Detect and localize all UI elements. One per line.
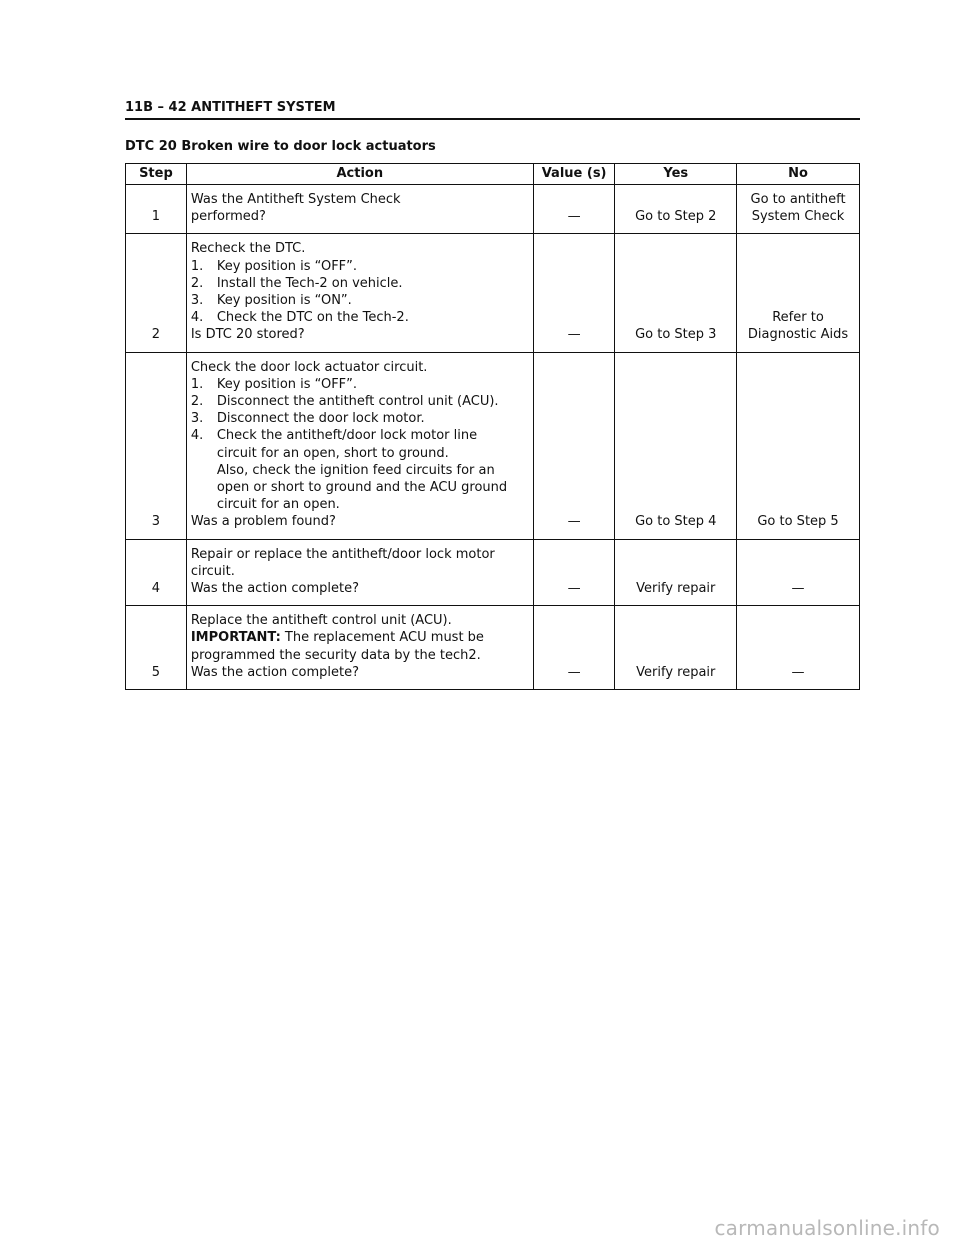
- action-step-item: [191, 393, 529, 410]
- action-step-item: [191, 309, 529, 326]
- action-step-item: [191, 292, 529, 309]
- step-number: 5: [126, 606, 187, 690]
- action-cell: [186, 539, 533, 606]
- important-label: IMPORTANT:: [190, 630, 281, 646]
- value-cell: —: [533, 234, 615, 352]
- action-line: performed?: [190, 209, 266, 225]
- action-question: Was the action complete?: [190, 664, 359, 680]
- item-number: 1.: [190, 376, 204, 392]
- yes-cell: Go to Step 4: [615, 352, 737, 539]
- value-cell: —: [533, 352, 615, 539]
- col-header-step: Step: [126, 164, 187, 185]
- item-text: Key position is “ON”.: [216, 293, 352, 309]
- action-line: Replace the antitheft control unit (ACU).: [190, 613, 452, 629]
- action-line: circuit.: [190, 563, 235, 579]
- no-line: Diagnostic Aids: [747, 327, 849, 343]
- value-cell: —: [533, 185, 615, 234]
- item-continuation: Also, check the ignition feed circuits for an: [216, 462, 495, 478]
- action-step-item: [191, 410, 529, 427]
- no-cell: Go to Step 5: [737, 352, 860, 539]
- action-cell: [186, 606, 533, 690]
- col-header-value: Value (s): [533, 164, 615, 185]
- action-step-item: [191, 427, 529, 444]
- item-text: Check the antitheft/door lock motor line: [216, 428, 478, 444]
- item-number: 2.: [190, 394, 204, 410]
- action-intro: Check the door lock actuator circuit.: [190, 359, 428, 375]
- action-cell: [186, 185, 533, 234]
- item-continuation: circuit for an open.: [216, 497, 340, 513]
- item-number: 1.: [190, 258, 204, 274]
- action-line: Repair or replace the antitheft/door lock motor: [190, 546, 495, 562]
- item-text: Install the Tech-2 on vehicle.: [216, 275, 403, 291]
- no-line: Refer to: [772, 310, 824, 326]
- no-cell: [737, 185, 860, 234]
- no-cell: —: [737, 539, 860, 606]
- table-row: [126, 185, 860, 234]
- action-question: Was a problem found?: [190, 514, 336, 530]
- item-continuation: open or short to ground and the ACU ground: [216, 480, 508, 496]
- item-text: Check the DTC on the Tech-2.: [216, 310, 409, 326]
- item-number: 4.: [190, 428, 204, 444]
- step-number: 1: [126, 185, 187, 234]
- value-cell: —: [533, 606, 615, 690]
- table-row: [126, 352, 860, 539]
- no-line: Go to antitheft: [750, 192, 846, 207]
- col-header-yes: Yes: [615, 164, 737, 185]
- step-number: 2: [126, 234, 187, 352]
- item-number: 2.: [190, 275, 204, 291]
- action-line: programmed the security data by the tech2.: [190, 647, 481, 663]
- action-line: Was the Antitheft System Check: [190, 192, 401, 207]
- important-note: [191, 629, 529, 646]
- step-number: 3: [126, 352, 187, 539]
- item-text: Key position is “OFF”.: [216, 258, 358, 274]
- action-intro: Recheck the DTC.: [190, 241, 306, 257]
- table-header-row: [126, 164, 860, 185]
- important-text: The replacement ACU must be: [280, 630, 484, 646]
- col-header-action: Action: [186, 164, 533, 185]
- table-row: [126, 539, 860, 606]
- action-question: Was the action complete?: [190, 581, 359, 597]
- col-header-no: No: [737, 164, 860, 185]
- dtc-title: DTC 20 Broken wire to door lock actuators: [125, 139, 436, 154]
- no-line: System Check: [751, 209, 845, 225]
- action-step-item: [191, 258, 529, 275]
- item-text: Disconnect the door lock motor.: [216, 411, 425, 427]
- yes-cell: Go to Step 2: [615, 185, 737, 234]
- item-number: 3.: [190, 293, 204, 309]
- action-step-item: [191, 275, 529, 292]
- table-row: [126, 234, 860, 352]
- no-cell: —: [737, 606, 860, 690]
- item-number: 4.: [190, 310, 204, 326]
- yes-cell: Verify repair: [615, 606, 737, 690]
- diagnostic-table: [125, 163, 860, 690]
- yes-cell: Verify repair: [615, 539, 737, 606]
- step-number: 4: [126, 539, 187, 606]
- action-cell: [186, 352, 533, 539]
- item-text: Disconnect the antitheft control unit (ACU).: [216, 394, 499, 410]
- action-step-item: [191, 376, 529, 393]
- page-header: 11B – 42 ANTITHEFT SYSTEM: [125, 100, 860, 120]
- item-continuation: circuit for an open, short to ground.: [216, 445, 449, 461]
- item-text: Key position is “OFF”.: [216, 376, 358, 392]
- action-cell: [186, 234, 533, 352]
- watermark: carmanualsonline.info: [714, 1216, 940, 1240]
- no-cell: [737, 234, 860, 352]
- yes-cell: Go to Step 3: [615, 234, 737, 352]
- table-row: [126, 606, 860, 690]
- value-cell: —: [533, 539, 615, 606]
- item-number: 3.: [190, 411, 204, 427]
- action-question: Is DTC 20 stored?: [190, 327, 305, 343]
